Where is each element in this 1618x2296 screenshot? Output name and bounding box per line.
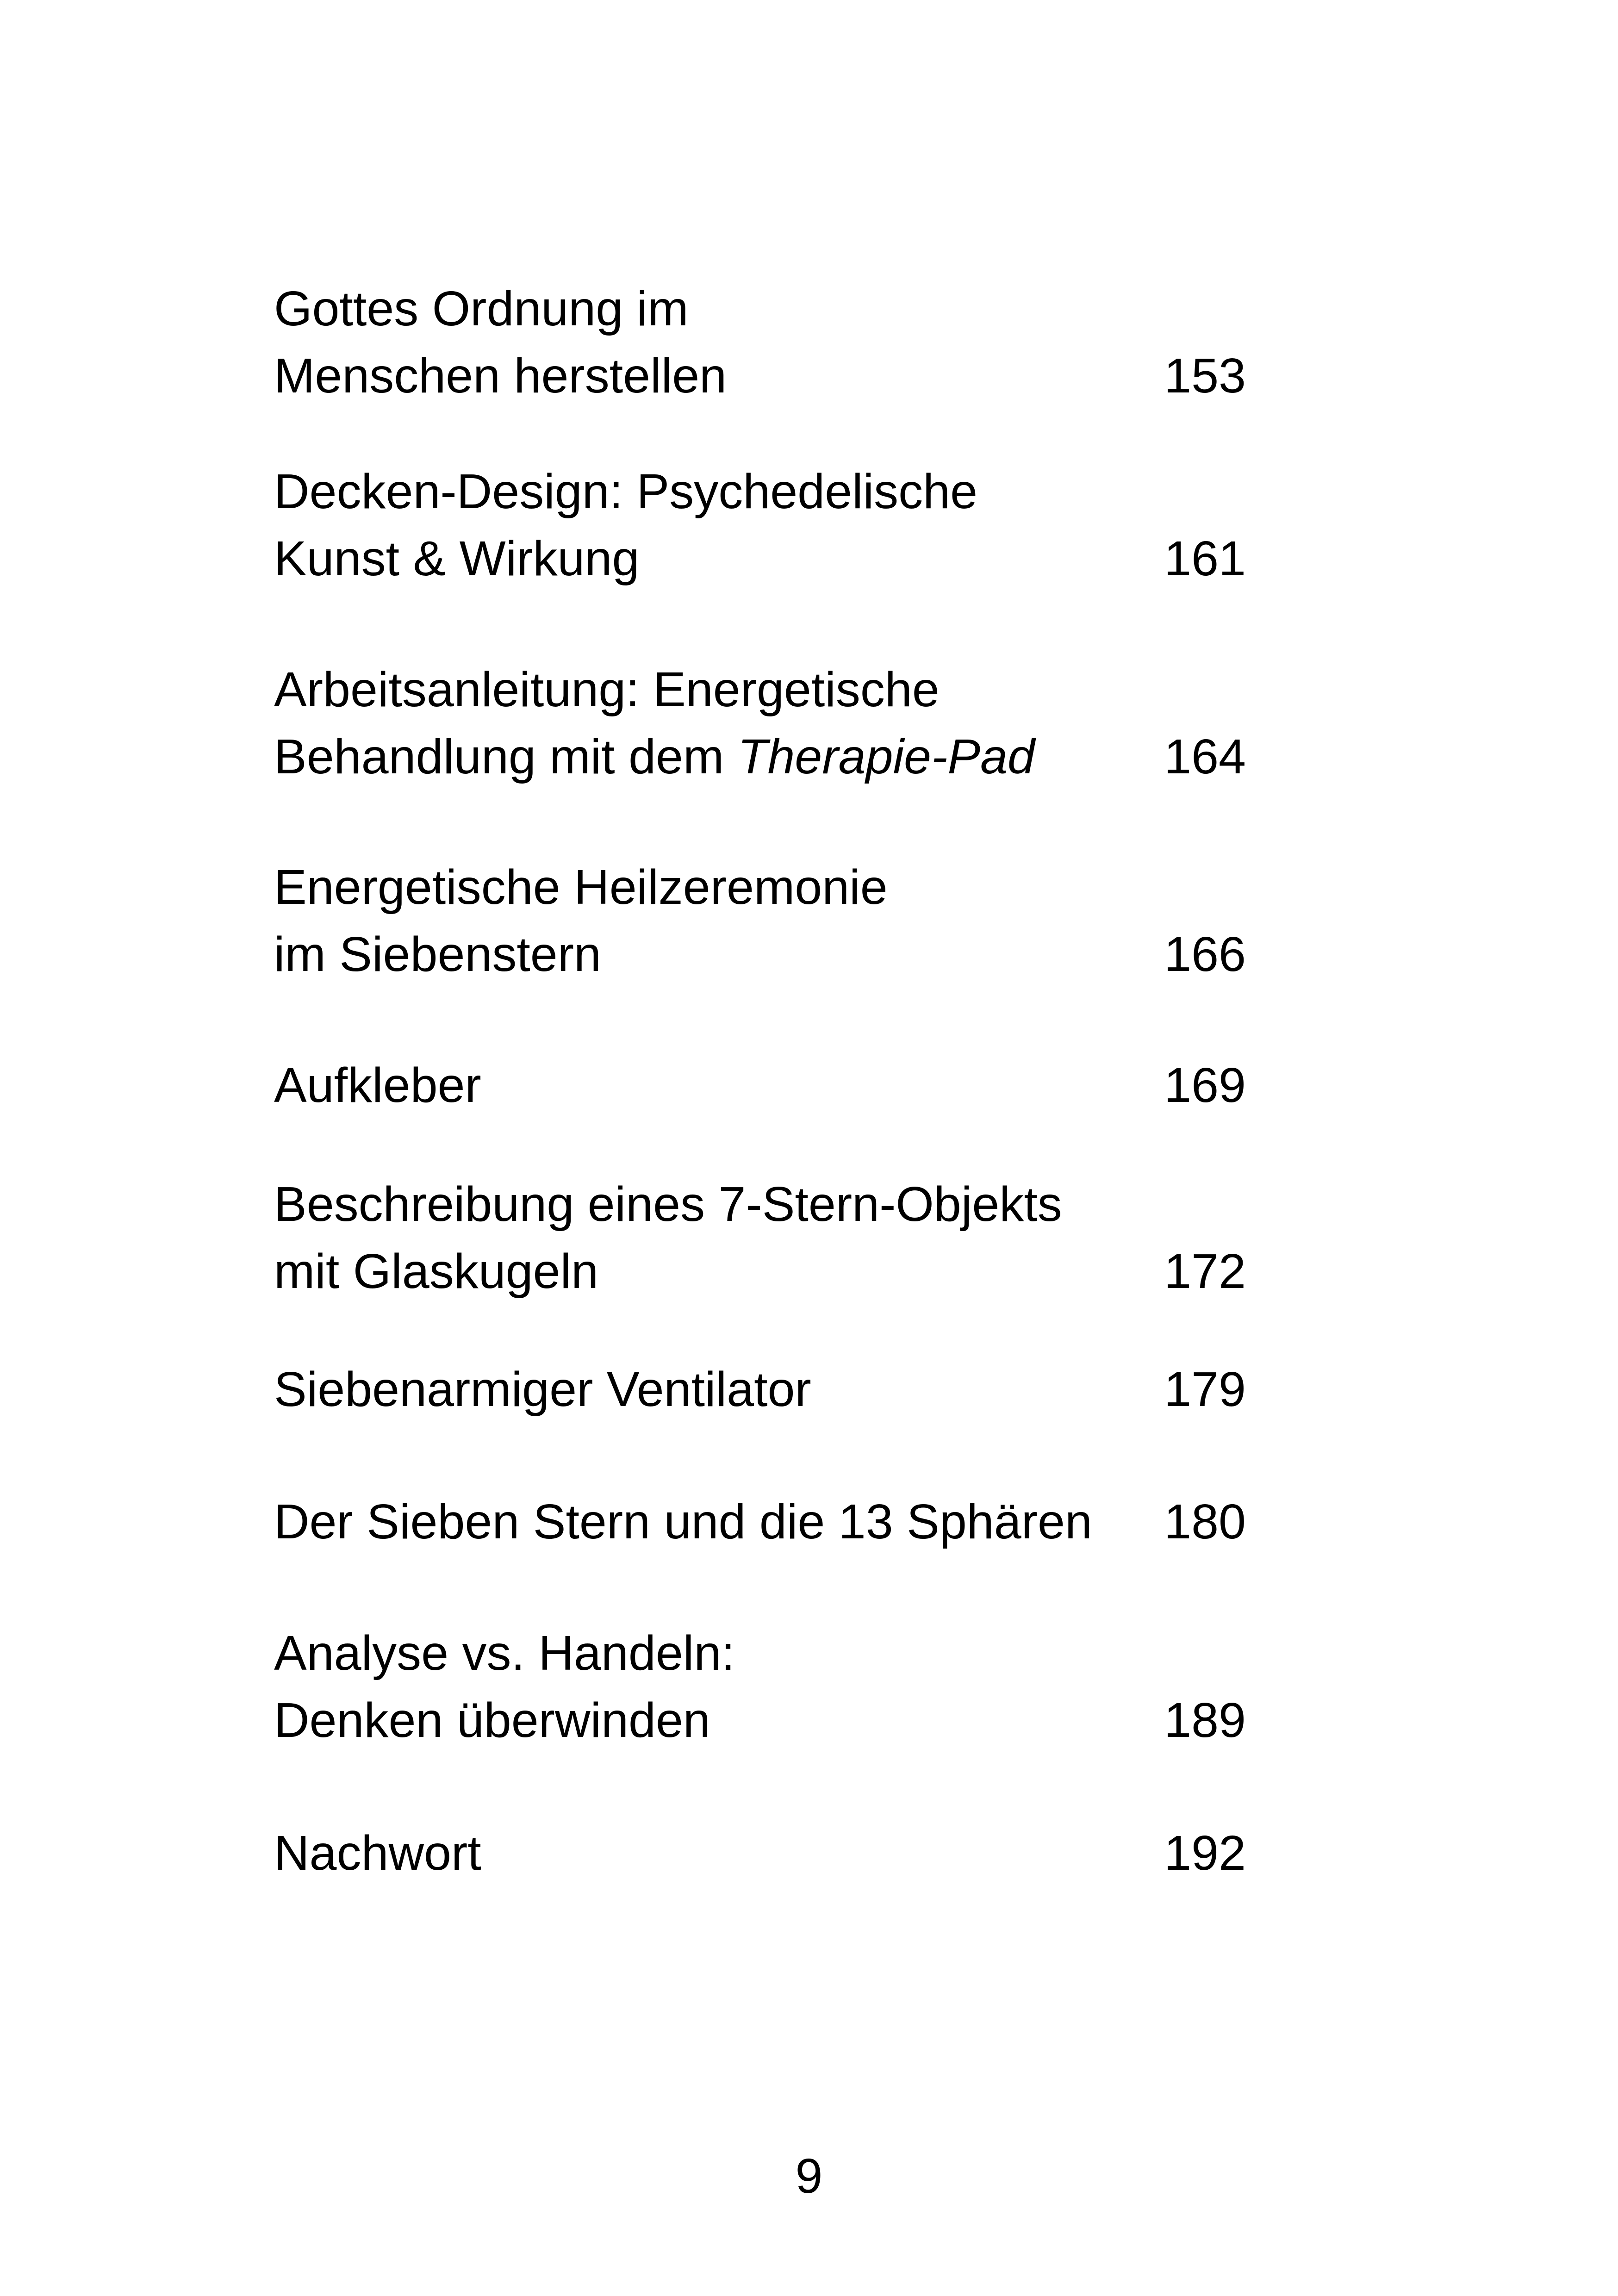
toc-entry-line — [274, 921, 1246, 988]
toc-entry-page-number: 172 — [1164, 1244, 1246, 1299]
toc-entry-line — [274, 275, 1246, 342]
toc-entry-page-number: 180 — [1164, 1494, 1246, 1549]
toc-entry-title-line-1: Nachwort — [274, 1826, 481, 1880]
toc-entry-title-line-1: Energetische Heilzeremonie — [274, 860, 888, 915]
toc-entry-title-italic: Therapie-Pad — [737, 729, 1035, 784]
toc-entry-title-line-2: im Siebenstern — [274, 927, 602, 982]
toc-entry-page-number: 192 — [1164, 1826, 1246, 1880]
toc-entry-line — [274, 525, 1246, 592]
toc-entry-page-number: 189 — [1164, 1693, 1246, 1748]
toc-entry-title-line-2: Menschen herstellen — [274, 348, 727, 403]
toc-entry-title-regular: Behandlung mit dem — [274, 729, 738, 784]
toc-entry-title-line-1: Decken-Design: Psychedelische — [274, 464, 978, 519]
toc-entry-line — [274, 854, 1246, 921]
toc-entry-title-line-2 — [274, 723, 1035, 790]
toc-entry-page-number: 164 — [1164, 729, 1246, 784]
toc-entry-title-line-2: mit Glaskugeln — [274, 1244, 599, 1299]
toc-entry-line — [274, 723, 1246, 790]
toc-entry-line — [274, 1356, 1246, 1423]
toc-entry-line — [274, 458, 1246, 525]
toc-entry-page-number: 153 — [1164, 348, 1246, 403]
toc-entry-line — [274, 1820, 1246, 1887]
toc-entry-title-line-2: Denken überwinden — [274, 1693, 710, 1748]
toc-entry-page-number: 169 — [1164, 1058, 1246, 1113]
toc-entry-title-line-2: Kunst & Wirkung — [274, 531, 640, 586]
toc-entry-line — [274, 1488, 1246, 1556]
toc-entry-title-line-1: Beschreibung eines 7-Stern-Objekts — [274, 1177, 1062, 1232]
page-number-footer: 9 — [795, 2149, 823, 2203]
toc-entry-line — [274, 1052, 1246, 1119]
toc-entry-line — [274, 656, 1246, 723]
toc-entry-line — [274, 342, 1246, 410]
toc-entry-title-line-1: Siebenarmiger Ventilator — [274, 1362, 811, 1417]
toc-entry-line — [274, 1687, 1246, 1754]
toc-entry-line — [274, 1238, 1246, 1305]
table-of-contents — [274, 0, 1246, 2296]
toc-entry-line — [274, 1171, 1246, 1238]
toc-entry-line — [274, 1620, 1246, 1687]
toc-entry-page-number: 166 — [1164, 927, 1246, 982]
toc-entry-page-number: 179 — [1164, 1362, 1246, 1417]
toc-entry-title-line-1: Gottes Ordnung im — [274, 281, 689, 336]
toc-entry-title-line-1: Arbeitsanleitung: Energetische — [274, 662, 940, 717]
toc-entry-title-line-1: Der Sieben Stern und die 13 Sphären — [274, 1494, 1092, 1549]
toc-entry-title-line-1: Analyse vs. Handeln: — [274, 1626, 735, 1680]
toc-entry-page-number: 161 — [1164, 531, 1246, 586]
toc-entry-title-line-1: Aufkleber — [274, 1058, 481, 1113]
